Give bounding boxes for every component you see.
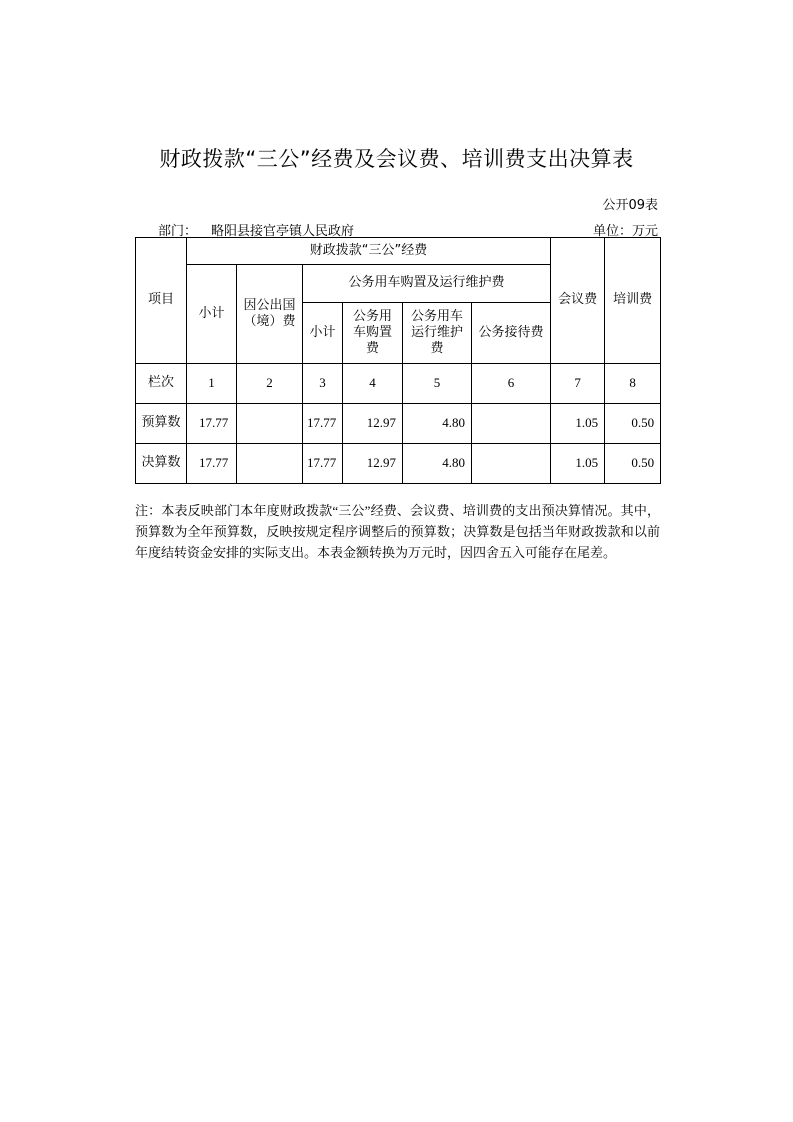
department-name: 略阳县接官亭镇人民政府 <box>211 224 355 239</box>
header-vehicle-operation: 公务用车运行维护费 <box>403 303 472 364</box>
table-cell: 4 <box>343 364 403 404</box>
table-cell: 1.05 <box>551 444 605 484</box>
header-item: 项目 <box>136 238 187 364</box>
table-cell <box>237 444 303 484</box>
footnote: 注：本表反映部门本年度财政拨款“三公”经费、会议费、培训费的支出预决算情况。其中，预算数为全年预算数，反映按规定程序调整后的预算数；决算数是包括当年财政拨款和以前年度结转资金安排的实际支出。本表金额转换为万元时，因四舍五入可能存在尾差。 <box>135 503 660 560</box>
header-abroad: 因公出国（境）费 <box>237 265 303 364</box>
table-cell: 12.97 <box>343 404 403 444</box>
header-meeting: 会议费 <box>551 238 605 364</box>
page-title: 财政拨款“三公”经费及会议费、培训费支出决算表 <box>159 147 634 171</box>
table-cell: 4.80 <box>403 444 472 484</box>
header-row-1 <box>136 238 661 265</box>
table-cell: 8 <box>605 364 661 404</box>
table-row <box>136 444 661 484</box>
table-cell: 0.50 <box>605 444 661 484</box>
table-cell <box>237 404 303 444</box>
header-vehicle-purchase: 公务用车购置费 <box>343 303 403 364</box>
table-cell: 17.77 <box>303 404 343 444</box>
header-training: 培训费 <box>605 238 661 364</box>
form-number: 公开09表 <box>602 198 658 213</box>
table-cell: 4.80 <box>403 404 472 444</box>
header-vehicle-subtotal: 小计 <box>303 303 343 364</box>
table-cell: 2 <box>237 364 303 404</box>
table-row <box>136 404 661 444</box>
table-row <box>136 364 661 404</box>
header-three-public: 财政拨款“三公”经费 <box>187 238 551 265</box>
header-vehicle: 公务用车购置及运行维护费 <box>303 265 551 303</box>
table-cell <box>472 404 551 444</box>
table-cell: 12.97 <box>343 444 403 484</box>
header-subtotal: 小计 <box>187 265 237 364</box>
table-cell: 0.50 <box>605 404 661 444</box>
table-cell: 5 <box>403 364 472 404</box>
department-label: 部门： <box>158 224 198 239</box>
table-cell: 17.77 <box>187 404 237 444</box>
row-label: 预算数 <box>136 404 187 444</box>
expense-table <box>135 237 661 484</box>
table-cell: 17.77 <box>187 444 237 484</box>
unit-label: 单位：万元 <box>592 224 658 239</box>
table-cell: 3 <box>303 364 343 404</box>
table-cell: 17.77 <box>303 444 343 484</box>
header-reception: 公务接待费 <box>472 303 551 364</box>
table-cell <box>472 444 551 484</box>
table-cell: 6 <box>472 364 551 404</box>
table-cell: 1 <box>187 364 237 404</box>
row-label: 栏次 <box>136 364 187 404</box>
table-cell: 7 <box>551 364 605 404</box>
table-cell: 1.05 <box>551 404 605 444</box>
row-label: 决算数 <box>136 444 187 484</box>
